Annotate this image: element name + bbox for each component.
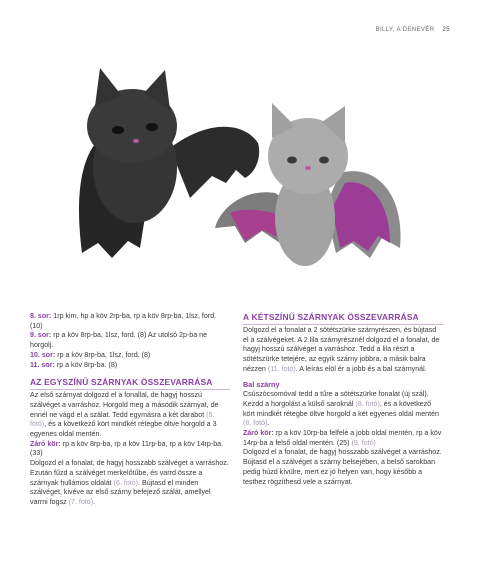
subheading-left-wing: Bal szárny <box>243 379 280 389</box>
paragraph-text: Az első szárnyat dolgozd el a fonallal, de hagyj hosszú szálvéget a varráshoz. Horgold meg a második szárnyat, de ennél ne vágd el a szálat. Tedd egymásra a két darabot <box>30 391 219 419</box>
photo-reference: (9. fotó) <box>351 438 376 447</box>
closing-round <box>30 440 230 459</box>
paragraph-text: . Bújtasd el minden szálvéget, kivéve az első szárny befejező szálát, amellyel varrni fogsz <box>30 478 211 506</box>
paragraph-text: Dolgozd el a fonalat, de hagyj hosszabb szálvéget a varráshoz. Bújtasd el a szálvéget a szárny belsejében, a belső sarokban pedig húzd kívülre, mert ez jó helyen van, hogy később a testhez rögzíthesd vele a szárnyat. <box>243 448 442 486</box>
paragraph-text: Dolgozd el a fonalat a 2 sötétszürke szárnyrészen, és bújtasd el a szálvégeket. A 2 lila szárnyrésznél dolgozd el a fonalat, de hagyj hosszú szálvéget a varráshoz. Tedd a lila részt a sötétszürke tetejére, az egyik szárny jobbra, a másik balra nézzen <box>243 326 440 373</box>
paragraph <box>243 326 443 375</box>
paragraph-text: . <box>267 419 270 428</box>
pattern-row-11 <box>30 361 230 371</box>
row-text: 1rp kim, hp a köv 2rp-ba, rp a köv 8rp-ba, 1lsz, ford. (10) <box>30 312 217 330</box>
amigurumi-bats-illustration <box>40 48 440 298</box>
row-text: rp a köv 8rp-ba, 1lsz, ford. (8) Az utolsó 2p-ba ne horgolj. <box>30 331 208 350</box>
paragraph <box>30 459 230 508</box>
bat-photo <box>40 48 440 298</box>
closing-round <box>243 429 443 448</box>
paragraph <box>30 391 230 440</box>
row-text: rp a köv 8rp-ba, 1lsz, ford. (8) <box>57 350 151 359</box>
row-text: rp a köv 10rp-ba felfelé a jobb oldal mentén, rp a köv 14rp-ba a felső oldal mentén. (25) <box>243 429 442 447</box>
row-label: 10. sor: <box>30 350 56 359</box>
photo-reference: (8. fotó) <box>355 399 380 408</box>
pattern-row-10 <box>30 351 230 361</box>
row-label: Záró kör: <box>243 429 274 438</box>
grey-bat <box>215 103 401 266</box>
row-text: rp a köv 8rp-ba. (8) <box>56 360 118 369</box>
running-title: BILLY, A DENEVÉR <box>375 27 435 33</box>
photo-reference: (7. fotó) <box>68 497 94 506</box>
pattern-row-8 <box>30 312 230 331</box>
paragraph-text: Csúszócsomóval tedd a tűre a sötétszürke fonalat (új szál). Kezdd a horgolást a külső saroknál <box>243 390 429 408</box>
right-column <box>243 312 443 487</box>
row-label: 9. sor: <box>30 331 52 340</box>
paragraph-text: , és a következő kört mindkét rétegbe öltve horgold a két egyenes oldal mentén <box>243 399 439 418</box>
dark-bat <box>79 68 259 258</box>
photo-reference: (11. fotó) <box>267 364 296 373</box>
paragraph-text: . A leírás elöl ér a jobb és a bal szárnynál. <box>295 364 427 373</box>
row-label: Záró kör: <box>30 439 61 448</box>
page-number: 25 <box>442 27 450 33</box>
left-column <box>30 312 230 508</box>
paragraph-text: . <box>93 497 96 506</box>
paragraph <box>243 390 443 429</box>
paragraph-text: , és a következő kört mindkét rétegbe öltve horgold a 3 egyenes oldal mentén. <box>30 420 217 439</box>
pattern-row-9 <box>30 331 230 350</box>
photo-reference: (6. fotó) <box>113 478 139 487</box>
row-label: 11. sor: <box>30 360 55 369</box>
row-label: 8. sor: <box>30 312 52 320</box>
paragraph-text: Dolgozd el a fonalat, de hagyj hosszabb szálvéget a varráshoz. Ezután fűzd a szálvéget merkelőtűbe, és varrd össze a szárnyak hullámos oldalát <box>30 459 229 487</box>
section-heading-single-color: AZ EGYSZÍNŰ SZÁRNYAK ÖSSZEVARRÁSA <box>30 377 230 390</box>
photo-reference: (5. fotó) <box>30 410 215 429</box>
running-header <box>376 27 450 33</box>
section-heading-two-color: A KÉTSZÍNŰ SZÁRNYAK ÖSSZEVARRÁSA <box>243 312 443 325</box>
paragraph <box>243 448 443 487</box>
row-text: rp a köv 8rp-ba, rp a köv 11rp-ba, rp a köv 14rp-ba. (33) <box>30 439 224 458</box>
photo-reference: (8. fotó) <box>243 419 268 428</box>
